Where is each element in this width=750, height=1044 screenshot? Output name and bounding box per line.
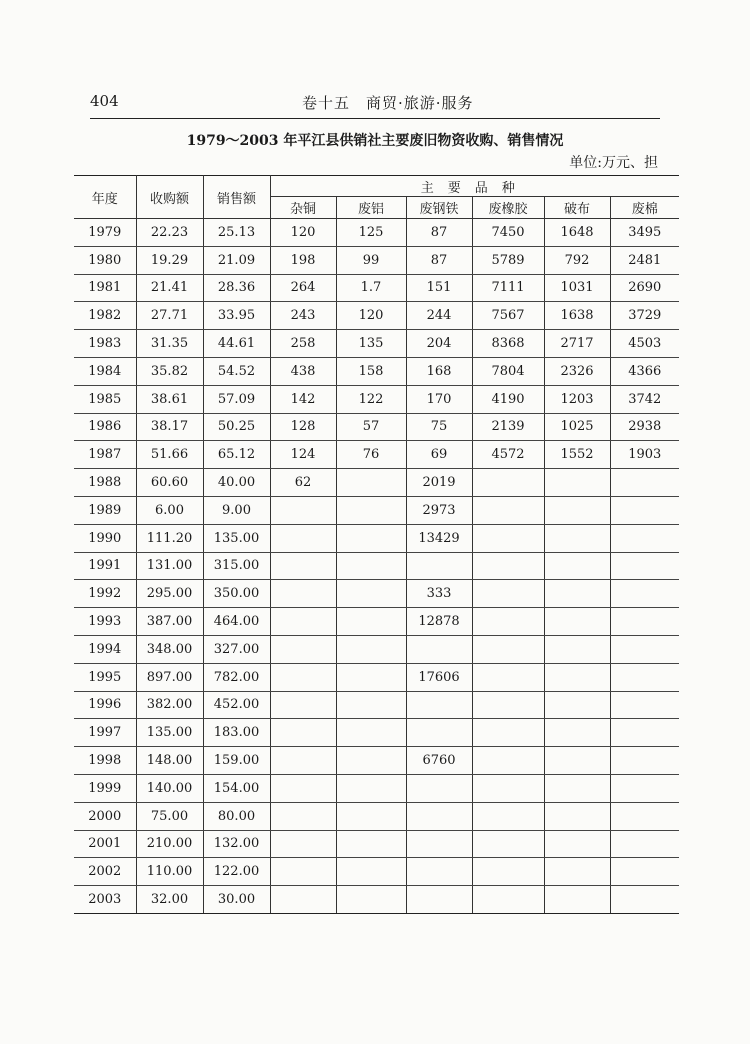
table-cell xyxy=(610,802,679,830)
table-cell: 7804 xyxy=(472,357,544,385)
table-cell xyxy=(270,580,336,608)
table-cell: 32.00 xyxy=(136,886,203,914)
table-row xyxy=(74,802,679,830)
table-cell xyxy=(610,774,679,802)
table-cell: 1031 xyxy=(544,274,610,302)
table-cell: 128 xyxy=(270,413,336,441)
cell-year: 1981 xyxy=(74,274,136,302)
table-row xyxy=(74,858,679,886)
table-cell: 120 xyxy=(270,219,336,247)
table-cell: 452.00 xyxy=(203,691,270,719)
cell-year: 1993 xyxy=(74,608,136,636)
table-cell xyxy=(610,580,679,608)
table-cell: 87 xyxy=(406,219,472,247)
cell-year: 2001 xyxy=(74,830,136,858)
table-cell: 1648 xyxy=(544,219,610,247)
table-cell xyxy=(610,858,679,886)
table-cell: 132.00 xyxy=(203,830,270,858)
table-body xyxy=(74,219,679,914)
table-row xyxy=(74,219,679,247)
table-cell xyxy=(336,802,406,830)
table-cell xyxy=(406,691,472,719)
table-cell xyxy=(270,774,336,802)
table-cell: 244 xyxy=(406,302,472,330)
table-cell xyxy=(336,469,406,497)
table-cell xyxy=(472,858,544,886)
table-cell: 782.00 xyxy=(203,663,270,691)
table-cell: 122.00 xyxy=(203,858,270,886)
table-cell: 4366 xyxy=(610,357,679,385)
table-cell: 60.60 xyxy=(136,469,203,497)
table-cell: 12878 xyxy=(406,608,472,636)
table-cell: 5789 xyxy=(472,246,544,274)
table-cell xyxy=(270,524,336,552)
table-cell: 9.00 xyxy=(203,496,270,524)
table-cell: 7111 xyxy=(472,274,544,302)
table-cell xyxy=(406,886,472,914)
table-cell xyxy=(406,802,472,830)
page-header xyxy=(90,92,660,119)
table-cell: 159.00 xyxy=(203,747,270,775)
table-cell: 382.00 xyxy=(136,691,203,719)
table-cell xyxy=(336,663,406,691)
table-cell xyxy=(336,858,406,886)
table-cell: 38.61 xyxy=(136,385,203,413)
statistics-table xyxy=(74,175,679,914)
table-cell xyxy=(472,719,544,747)
cell-year: 1986 xyxy=(74,413,136,441)
table-cell: 158 xyxy=(336,357,406,385)
cell-year: 2002 xyxy=(74,858,136,886)
table-cell: 198 xyxy=(270,246,336,274)
table-cell xyxy=(336,886,406,914)
cell-year: 1991 xyxy=(74,552,136,580)
table-cell xyxy=(336,608,406,636)
table-cell xyxy=(610,830,679,858)
table-cell: 35.82 xyxy=(136,357,203,385)
table-cell: 13429 xyxy=(406,524,472,552)
table-cell xyxy=(610,719,679,747)
table-row xyxy=(74,496,679,524)
header-variety: 废橡胶 xyxy=(472,197,544,219)
table-cell: 2481 xyxy=(610,246,679,274)
table-row xyxy=(74,608,679,636)
table-cell xyxy=(544,635,610,663)
table-cell: 2973 xyxy=(406,496,472,524)
table-cell: 1.7 xyxy=(336,274,406,302)
table-row xyxy=(74,580,679,608)
table-cell xyxy=(270,719,336,747)
table-cell: 21.09 xyxy=(203,246,270,274)
table-cell: 75 xyxy=(406,413,472,441)
table-cell: 7567 xyxy=(472,302,544,330)
table-cell: 75.00 xyxy=(136,802,203,830)
table-cell: 131.00 xyxy=(136,552,203,580)
header-variety: 废棉 xyxy=(610,197,679,219)
table-cell: 170 xyxy=(406,385,472,413)
cell-year: 1996 xyxy=(74,691,136,719)
header-variety: 杂铜 xyxy=(270,197,336,219)
table-cell xyxy=(472,524,544,552)
table-cell: 464.00 xyxy=(203,608,270,636)
table-cell xyxy=(472,608,544,636)
table-cell: 295.00 xyxy=(136,580,203,608)
table-cell: 125 xyxy=(336,219,406,247)
table-cell: 2019 xyxy=(406,469,472,497)
table-cell xyxy=(610,608,679,636)
table-cell: 148.00 xyxy=(136,747,203,775)
cell-year: 1987 xyxy=(74,441,136,469)
table-cell xyxy=(544,524,610,552)
running-title: 卷十五 商贸·旅游·服务 xyxy=(302,94,474,112)
table-cell: 135.00 xyxy=(203,524,270,552)
table-cell xyxy=(472,496,544,524)
table-cell: 99 xyxy=(336,246,406,274)
table-cell xyxy=(270,691,336,719)
table-row xyxy=(74,552,679,580)
table-cell xyxy=(472,469,544,497)
table-cell xyxy=(544,608,610,636)
table-cell: 38.17 xyxy=(136,413,203,441)
table-cell: 87 xyxy=(406,246,472,274)
table-cell: 258 xyxy=(270,330,336,358)
cell-year: 1989 xyxy=(74,496,136,524)
table-cell: 151 xyxy=(406,274,472,302)
table-cell xyxy=(544,802,610,830)
table-cell: 350.00 xyxy=(203,580,270,608)
table-cell xyxy=(270,608,336,636)
cell-year: 1983 xyxy=(74,330,136,358)
cell-year: 1984 xyxy=(74,357,136,385)
table-cell: 6760 xyxy=(406,747,472,775)
table-cell: 110.00 xyxy=(136,858,203,886)
table-row xyxy=(74,691,679,719)
table-cell xyxy=(406,635,472,663)
table-cell xyxy=(406,830,472,858)
table-cell: 65.12 xyxy=(203,441,270,469)
table-cell: 204 xyxy=(406,330,472,358)
table-cell xyxy=(610,469,679,497)
cell-year: 2000 xyxy=(74,802,136,830)
table-row xyxy=(74,886,679,914)
table-cell xyxy=(336,635,406,663)
table-cell: 124 xyxy=(270,441,336,469)
cell-year: 1982 xyxy=(74,302,136,330)
table-cell xyxy=(472,552,544,580)
table-cell xyxy=(270,858,336,886)
table-cell xyxy=(610,747,679,775)
table-cell: 17606 xyxy=(406,663,472,691)
table-cell xyxy=(544,747,610,775)
table-row xyxy=(74,302,679,330)
cell-year: 2003 xyxy=(74,886,136,914)
table-cell xyxy=(472,663,544,691)
table-cell: 1638 xyxy=(544,302,610,330)
table-cell xyxy=(270,663,336,691)
table-cell xyxy=(270,635,336,663)
table-row xyxy=(74,274,679,302)
header-main-varieties: 主要品种 xyxy=(270,176,679,197)
cell-year: 1995 xyxy=(74,663,136,691)
header-year: 年度 xyxy=(74,176,136,219)
table-cell xyxy=(270,747,336,775)
table-cell xyxy=(472,830,544,858)
cell-year: 1979 xyxy=(74,219,136,247)
table-cell xyxy=(336,496,406,524)
table-cell: 2717 xyxy=(544,330,610,358)
table-cell xyxy=(336,524,406,552)
table-cell: 897.00 xyxy=(136,663,203,691)
table-cell: 183.00 xyxy=(203,719,270,747)
table-cell xyxy=(472,802,544,830)
table-row xyxy=(74,719,679,747)
table-cell: 44.61 xyxy=(203,330,270,358)
table-cell xyxy=(610,663,679,691)
table-cell: 2938 xyxy=(610,413,679,441)
cell-year: 1990 xyxy=(74,524,136,552)
table-cell: 4190 xyxy=(472,385,544,413)
table-cell xyxy=(270,496,336,524)
table-cell xyxy=(610,552,679,580)
table-cell: 140.00 xyxy=(136,774,203,802)
table-cell xyxy=(544,469,610,497)
table-cell: 50.25 xyxy=(203,413,270,441)
table-cell xyxy=(336,580,406,608)
table-cell: 4572 xyxy=(472,441,544,469)
table-cell: 62 xyxy=(270,469,336,497)
table-cell xyxy=(544,774,610,802)
table-cell xyxy=(406,858,472,886)
table-cell xyxy=(544,719,610,747)
table-cell xyxy=(336,552,406,580)
table-cell: 54.52 xyxy=(203,357,270,385)
cell-year: 1980 xyxy=(74,246,136,274)
table-cell xyxy=(610,496,679,524)
table-row xyxy=(74,524,679,552)
table-row xyxy=(74,774,679,802)
table-cell: 69 xyxy=(406,441,472,469)
table-cell: 3729 xyxy=(610,302,679,330)
table-row xyxy=(74,469,679,497)
table-cell: 4503 xyxy=(610,330,679,358)
table-cell: 168 xyxy=(406,357,472,385)
cell-year: 1985 xyxy=(74,385,136,413)
table-cell xyxy=(472,635,544,663)
table-cell: 438 xyxy=(270,357,336,385)
header-sales: 销售额 xyxy=(203,176,270,219)
cell-year: 1998 xyxy=(74,747,136,775)
table-row xyxy=(74,246,679,274)
table-cell xyxy=(472,747,544,775)
cell-year: 1988 xyxy=(74,469,136,497)
table-cell: 2326 xyxy=(544,357,610,385)
table-cell: 1552 xyxy=(544,441,610,469)
table-cell: 327.00 xyxy=(203,635,270,663)
table-cell: 792 xyxy=(544,246,610,274)
table-cell: 2139 xyxy=(472,413,544,441)
table-cell xyxy=(406,774,472,802)
header-variety: 破布 xyxy=(544,197,610,219)
unit-note: 单位:万元、担 xyxy=(569,155,658,171)
cell-year: 1994 xyxy=(74,635,136,663)
table-cell: 264 xyxy=(270,274,336,302)
table-cell: 154.00 xyxy=(203,774,270,802)
table-cell xyxy=(544,663,610,691)
table-cell xyxy=(472,774,544,802)
table-row xyxy=(74,413,679,441)
table-cell: 8368 xyxy=(472,330,544,358)
table-cell xyxy=(406,552,472,580)
table-cell: 6.00 xyxy=(136,496,203,524)
table-cell: 387.00 xyxy=(136,608,203,636)
table-cell xyxy=(544,830,610,858)
table-row xyxy=(74,830,679,858)
table-cell: 28.36 xyxy=(203,274,270,302)
table-cell xyxy=(544,858,610,886)
cell-year: 1992 xyxy=(74,580,136,608)
table-row xyxy=(74,747,679,775)
table-cell: 243 xyxy=(270,302,336,330)
table-cell: 57.09 xyxy=(203,385,270,413)
table-cell xyxy=(472,886,544,914)
table-cell: 142 xyxy=(270,385,336,413)
table-cell: 210.00 xyxy=(136,830,203,858)
table-cell xyxy=(270,802,336,830)
table-row xyxy=(74,385,679,413)
table-cell xyxy=(336,691,406,719)
table-cell xyxy=(336,747,406,775)
table-cell: 348.00 xyxy=(136,635,203,663)
table-row xyxy=(74,663,679,691)
table-cell: 51.66 xyxy=(136,441,203,469)
table-row xyxy=(74,441,679,469)
table-cell xyxy=(544,552,610,580)
header-variety: 废钢铁 xyxy=(406,197,472,219)
table-cell: 2690 xyxy=(610,274,679,302)
table-cell: 40.00 xyxy=(203,469,270,497)
table-row xyxy=(74,330,679,358)
table-cell: 31.35 xyxy=(136,330,203,358)
table-cell xyxy=(270,886,336,914)
cell-year: 1999 xyxy=(74,774,136,802)
table-cell: 19.29 xyxy=(136,246,203,274)
table-cell: 122 xyxy=(336,385,406,413)
table-cell: 25.13 xyxy=(203,219,270,247)
table-cell: 111.20 xyxy=(136,524,203,552)
table-cell: 120 xyxy=(336,302,406,330)
table-cell: 1903 xyxy=(610,441,679,469)
table-row xyxy=(74,635,679,663)
table-cell xyxy=(336,774,406,802)
table-cell xyxy=(610,691,679,719)
table-cell xyxy=(336,830,406,858)
table-cell xyxy=(544,886,610,914)
table-cell xyxy=(336,719,406,747)
table-title: 1979～2003 年平江县供销社主要废旧物资收购、销售情况 xyxy=(186,133,564,149)
table-cell: 22.23 xyxy=(136,219,203,247)
table-cell xyxy=(610,524,679,552)
header-variety: 废铝 xyxy=(336,197,406,219)
table-cell xyxy=(472,691,544,719)
table-cell xyxy=(472,580,544,608)
table-cell: 135.00 xyxy=(136,719,203,747)
table-cell: 135 xyxy=(336,330,406,358)
table-row xyxy=(74,357,679,385)
table-cell xyxy=(610,886,679,914)
table-cell xyxy=(544,580,610,608)
table-cell: 33.95 xyxy=(203,302,270,330)
page-number: 404 xyxy=(90,92,119,110)
table-cell: 1203 xyxy=(544,385,610,413)
table-cell xyxy=(544,496,610,524)
table-cell: 57 xyxy=(336,413,406,441)
table-cell: 30.00 xyxy=(203,886,270,914)
header-purchase: 收购额 xyxy=(136,176,203,219)
table-cell: 80.00 xyxy=(203,802,270,830)
table-cell: 76 xyxy=(336,441,406,469)
table-cell: 1025 xyxy=(544,413,610,441)
cell-year: 1997 xyxy=(74,719,136,747)
table-cell: 333 xyxy=(406,580,472,608)
table-cell: 3495 xyxy=(610,219,679,247)
table-cell: 27.71 xyxy=(136,302,203,330)
table-cell: 7450 xyxy=(472,219,544,247)
table-cell xyxy=(270,830,336,858)
table-cell: 3742 xyxy=(610,385,679,413)
table-cell xyxy=(406,719,472,747)
table-cell xyxy=(610,635,679,663)
table-cell xyxy=(544,691,610,719)
table-cell xyxy=(270,552,336,580)
table-cell: 315.00 xyxy=(203,552,270,580)
table-cell: 21.41 xyxy=(136,274,203,302)
